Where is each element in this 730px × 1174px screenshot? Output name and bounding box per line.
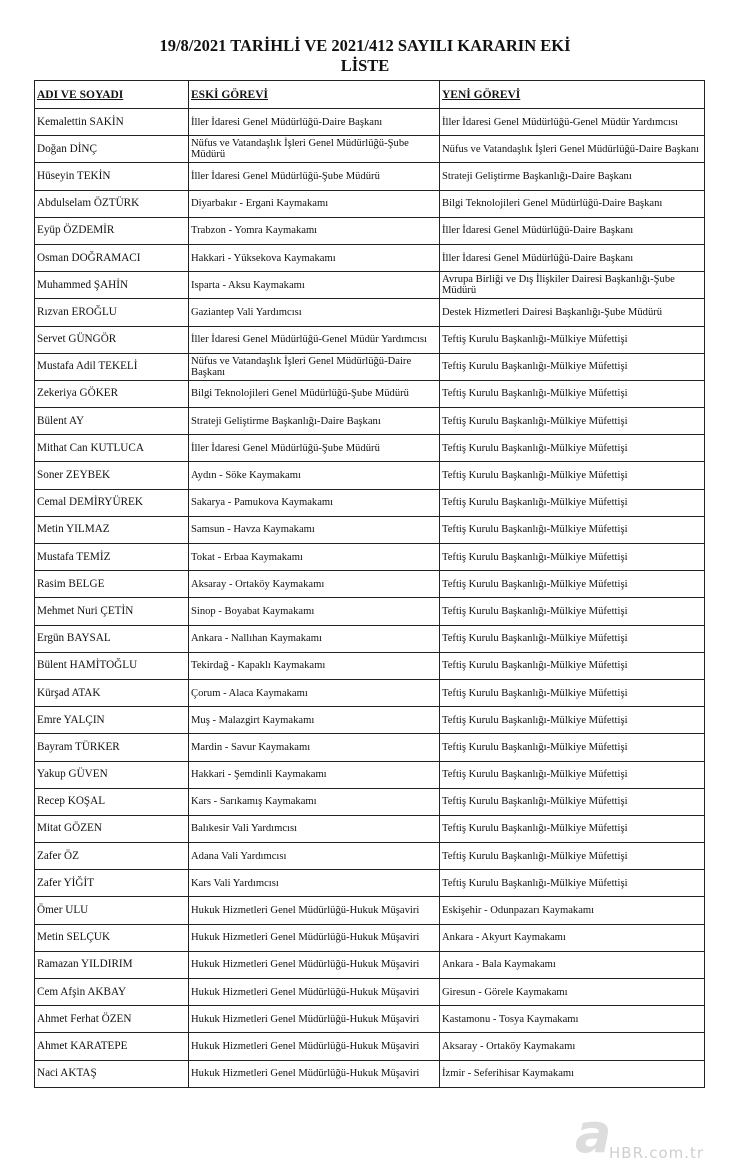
cell-old-position: İller İdaresi Genel Müdürlüğü-Daire Başkanı: [189, 109, 440, 136]
cell-old-position: İller İdaresi Genel Müdürlüğü-Genel Müdür Yardımcısı: [189, 326, 440, 353]
cell-name: Emre YALÇIN: [35, 707, 189, 734]
cell-old-position: Nüfus ve Vatandaşlık İşleri Genel Müdürlüğü-Daire Başkanı: [189, 353, 440, 380]
cell-name: Ergün BAYSAL: [35, 625, 189, 652]
cell-name: Abdulselam ÖZTÜRK: [35, 190, 189, 217]
column-header-name: ADI VE SOYADI: [35, 81, 189, 109]
table-row: [35, 707, 705, 734]
cell-new-position: Teftiş Kurulu Başkanlığı-Mülkiye Müfettişi: [440, 353, 705, 380]
table-header-row: [35, 81, 705, 109]
cell-old-position: Hakkari - Şemdinli Kaymakamı: [189, 761, 440, 788]
cell-name: Mithat Can KUTLUCA: [35, 435, 189, 462]
cell-old-position: Hukuk Hizmetleri Genel Müdürlüğü-Hukuk Müşaviri: [189, 1033, 440, 1060]
cell-name: Naci AKTAŞ: [35, 1060, 189, 1087]
table-row: [35, 489, 705, 516]
cell-new-position: Teftiş Kurulu Başkanlığı-Mülkiye Müfettişi: [440, 516, 705, 543]
cell-new-position: Teftiş Kurulu Başkanlığı-Mülkiye Müfettişi: [440, 380, 705, 407]
table-row: [35, 652, 705, 679]
cell-name: Ramazan YILDIRIM: [35, 951, 189, 978]
cell-name: Yakup GÜVEN: [35, 761, 189, 788]
cell-old-position: Adana Vali Yardımcısı: [189, 843, 440, 870]
table-row: [35, 353, 705, 380]
cell-name: Zafer ÖZ: [35, 843, 189, 870]
table-row: [35, 1006, 705, 1033]
cell-new-position: Teftiş Kurulu Başkanlığı-Mülkiye Müfettişi: [440, 734, 705, 761]
cell-new-position: Kastamonu - Tosya Kaymakamı: [440, 1006, 705, 1033]
cell-new-position: Teftiş Kurulu Başkanlığı-Mülkiye Müfettişi: [440, 598, 705, 625]
cell-name: Doğan DİNÇ: [35, 136, 189, 163]
cell-name: Rızvan EROĞLU: [35, 299, 189, 326]
cell-new-position: Teftiş Kurulu Başkanlığı-Mülkiye Müfettişi: [440, 462, 705, 489]
cell-old-position: Samsun - Havza Kaymakamı: [189, 516, 440, 543]
cell-new-position: Teftiş Kurulu Başkanlığı-Mülkiye Müfettişi: [440, 625, 705, 652]
cell-new-position: Teftiş Kurulu Başkanlığı-Mülkiye Müfettişi: [440, 761, 705, 788]
table-row: [35, 435, 705, 462]
cell-name: Bayram TÜRKER: [35, 734, 189, 761]
cell-new-position: Teftiş Kurulu Başkanlığı-Mülkiye Müfettişi: [440, 788, 705, 815]
table-row: [35, 924, 705, 951]
appointments-table: [34, 80, 705, 1088]
cell-old-position: Trabzon - Yomra Kaymakamı: [189, 217, 440, 244]
cell-old-position: Tokat - Erbaa Kaymakamı: [189, 544, 440, 571]
table-row: [35, 516, 705, 543]
table-row: [35, 544, 705, 571]
cell-old-position: Çorum - Alaca Kaymakamı: [189, 679, 440, 706]
table-row: [35, 870, 705, 897]
cell-name: Kemalettin SAKİN: [35, 109, 189, 136]
watermark-mark: a: [575, 1102, 612, 1165]
cell-name: Ömer ULU: [35, 897, 189, 924]
cell-old-position: Nüfus ve Vatandaşlık İşleri Genel Müdürlüğü-Şube Müdürü: [189, 136, 440, 163]
table-body: [35, 109, 705, 1088]
cell-new-position: Teftiş Kurulu Başkanlığı-Mülkiye Müfettişi: [440, 489, 705, 516]
table-row: [35, 109, 705, 136]
cell-old-position: Hukuk Hizmetleri Genel Müdürlüğü-Hukuk Müşaviri: [189, 951, 440, 978]
cell-name: Ahmet KARATEPE: [35, 1033, 189, 1060]
cell-name: Muhammed ŞAHİN: [35, 272, 189, 299]
cell-new-position: Ankara - Bala Kaymakamı: [440, 951, 705, 978]
cell-new-position: İller İdaresi Genel Müdürlüğü-Genel Müdür Yardımcısı: [440, 109, 705, 136]
cell-name: Cemal DEMİRYÜREK: [35, 489, 189, 516]
table-row: [35, 190, 705, 217]
cell-name: Metin YILMAZ: [35, 516, 189, 543]
table-row: [35, 272, 705, 299]
cell-name: Mustafa TEMİZ: [35, 544, 189, 571]
table-row: [35, 761, 705, 788]
hbr-watermark-logo: [575, 1102, 715, 1165]
cell-old-position: Hakkari - Yüksekova Kaymakamı: [189, 244, 440, 271]
cell-name: Bülent AY: [35, 408, 189, 435]
cell-new-position: Eskişehir - Odunpazarı Kaymakamı: [440, 897, 705, 924]
cell-old-position: Gaziantep Vali Yardımcısı: [189, 299, 440, 326]
table-row: [35, 679, 705, 706]
cell-new-position: Destek Hizmetleri Dairesi Başkanlığı-Şube Müdürü: [440, 299, 705, 326]
cell-new-position: Teftiş Kurulu Başkanlığı-Mülkiye Müfettişi: [440, 544, 705, 571]
cell-old-position: Aksaray - Ortaköy Kaymakamı: [189, 571, 440, 598]
cell-old-position: Isparta - Aksu Kaymakamı: [189, 272, 440, 299]
table-row: [35, 843, 705, 870]
cell-new-position: Nüfus ve Vatandaşlık İşleri Genel Müdürlüğü-Daire Başkanı: [440, 136, 705, 163]
cell-name: Zafer YİĞİT: [35, 870, 189, 897]
cell-new-position: Aksaray - Ortaköy Kaymakamı: [440, 1033, 705, 1060]
cell-name: Mehmet Nuri ÇETİN: [35, 598, 189, 625]
cell-name: Eyüp ÖZDEMİR: [35, 217, 189, 244]
cell-name: Cem Afşin AKBAY: [35, 979, 189, 1006]
cell-name: Ahmet Ferhat ÖZEN: [35, 1006, 189, 1033]
table-row: [35, 380, 705, 407]
cell-name: Soner ZEYBEK: [35, 462, 189, 489]
cell-old-position: Mardin - Savur Kaymakamı: [189, 734, 440, 761]
cell-old-position: Kars Vali Yardımcısı: [189, 870, 440, 897]
cell-name: Osman DOĞRAMACI: [35, 244, 189, 271]
cell-new-position: Teftiş Kurulu Başkanlığı-Mülkiye Müfettişi: [440, 435, 705, 462]
table-row: [35, 136, 705, 163]
cell-old-position: Aydın - Söke Kaymakamı: [189, 462, 440, 489]
column-header-old-position: ESKİ GÖREVİ: [189, 81, 440, 109]
table-row: [35, 598, 705, 625]
table-row: [35, 217, 705, 244]
table-row: [35, 979, 705, 1006]
cell-new-position: Bilgi Teknolojileri Genel Müdürlüğü-Daire Başkanı: [440, 190, 705, 217]
cell-new-position: Teftiş Kurulu Başkanlığı-Mülkiye Müfettişi: [440, 408, 705, 435]
cell-name: Mitat GÖZEN: [35, 815, 189, 842]
cell-name: Recep KOŞAL: [35, 788, 189, 815]
cell-old-position: Sakarya - Pamukova Kaymakamı: [189, 489, 440, 516]
watermark-text: HBR.com.tr: [609, 1144, 705, 1162]
cell-old-position: Hukuk Hizmetleri Genel Müdürlüğü-Hukuk Müşaviri: [189, 1060, 440, 1087]
table-row: [35, 299, 705, 326]
table-row: [35, 951, 705, 978]
table-row: [35, 1060, 705, 1087]
cell-new-position: Teftiş Kurulu Başkanlığı-Mülkiye Müfettişi: [440, 652, 705, 679]
cell-new-position: Teftiş Kurulu Başkanlığı-Mülkiye Müfettişi: [440, 815, 705, 842]
cell-old-position: Ankara - Nallıhan Kaymakamı: [189, 625, 440, 652]
cell-name: Metin SELÇUK: [35, 924, 189, 951]
cell-name: Mustafa Adil TEKELİ: [35, 353, 189, 380]
cell-old-position: Sinop - Boyabat Kaymakamı: [189, 598, 440, 625]
cell-old-position: Muş - Malazgirt Kaymakamı: [189, 707, 440, 734]
cell-new-position: İller İdaresi Genel Müdürlüğü-Daire Başkanı: [440, 244, 705, 271]
cell-name: Zekeriya GÖKER: [35, 380, 189, 407]
cell-new-position: Teftiş Kurulu Başkanlığı-Mülkiye Müfettişi: [440, 843, 705, 870]
cell-new-position: Ankara - Akyurt Kaymakamı: [440, 924, 705, 951]
table-row: [35, 462, 705, 489]
cell-old-position: Tekirdağ - Kapaklı Kaymakamı: [189, 652, 440, 679]
table-row: [35, 244, 705, 271]
table-row: [35, 897, 705, 924]
table-row: [35, 163, 705, 190]
cell-old-position: Kars - Sarıkamış Kaymakamı: [189, 788, 440, 815]
cell-old-position: Hukuk Hizmetleri Genel Müdürlüğü-Hukuk Müşaviri: [189, 924, 440, 951]
table-row: [35, 815, 705, 842]
cell-old-position: İller İdaresi Genel Müdürlüğü-Şube Müdürü: [189, 163, 440, 190]
cell-old-position: Diyarbakır - Ergani Kaymakamı: [189, 190, 440, 217]
cell-new-position: Strateji Geliştirme Başkanlığı-Daire Başkanı: [440, 163, 705, 190]
cell-name: Rasim BELGE: [35, 571, 189, 598]
cell-new-position: Giresun - Görele Kaymakamı: [440, 979, 705, 1006]
cell-new-position: Teftiş Kurulu Başkanlığı-Mülkiye Müfettişi: [440, 679, 705, 706]
cell-old-position: Hukuk Hizmetleri Genel Müdürlüğü-Hukuk Müşaviri: [189, 979, 440, 1006]
table-row: [35, 734, 705, 761]
document-subtitle: LİSTE: [340, 56, 390, 75]
cell-old-position: Bilgi Teknolojileri Genel Müdürlüğü-Şube Müdürü: [189, 380, 440, 407]
cell-new-position: Teftiş Kurulu Başkanlığı-Mülkiye Müfettişi: [440, 571, 705, 598]
cell-new-position: Teftiş Kurulu Başkanlığı-Mülkiye Müfettişi: [440, 870, 705, 897]
cell-new-position: Avrupa Birliği ve Dış İlişkiler Dairesi Başkanlığı-Şube Müdürü: [440, 272, 705, 299]
table-row: [35, 571, 705, 598]
cell-old-position: Balıkesir Vali Yardımcısı: [189, 815, 440, 842]
cell-name: Servet GÜNGÖR: [35, 326, 189, 353]
cell-new-position: Teftiş Kurulu Başkanlığı-Mülkiye Müfettişi: [440, 326, 705, 353]
cell-new-position: İller İdaresi Genel Müdürlüğü-Daire Başkanı: [440, 217, 705, 244]
cell-old-position: İller İdaresi Genel Müdürlüğü-Şube Müdürü: [189, 435, 440, 462]
table-row: [35, 788, 705, 815]
table-row: [35, 408, 705, 435]
cell-new-position: Teftiş Kurulu Başkanlığı-Mülkiye Müfettişi: [440, 707, 705, 734]
table-row: [35, 326, 705, 353]
cell-new-position: İzmir - Seferihisar Kaymakamı: [440, 1060, 705, 1087]
cell-name: Kürşad ATAK: [35, 679, 189, 706]
cell-name: Hüseyin TEKİN: [35, 163, 189, 190]
cell-old-position: Hukuk Hizmetleri Genel Müdürlüğü-Hukuk Müşaviri: [189, 897, 440, 924]
cell-old-position: Strateji Geliştirme Başkanlığı-Daire Başkanı: [189, 408, 440, 435]
column-header-new-position: YENİ GÖREVİ: [440, 81, 705, 109]
document-title: 19/8/2021 TARİHLİ VE 2021/412 SAYILI KARARIN EKİ: [159, 36, 571, 55]
table-row: [35, 625, 705, 652]
cell-old-position: Hukuk Hizmetleri Genel Müdürlüğü-Hukuk Müşaviri: [189, 1006, 440, 1033]
table-row: [35, 1033, 705, 1060]
cell-name: Bülent HAMİTOĞLU: [35, 652, 189, 679]
